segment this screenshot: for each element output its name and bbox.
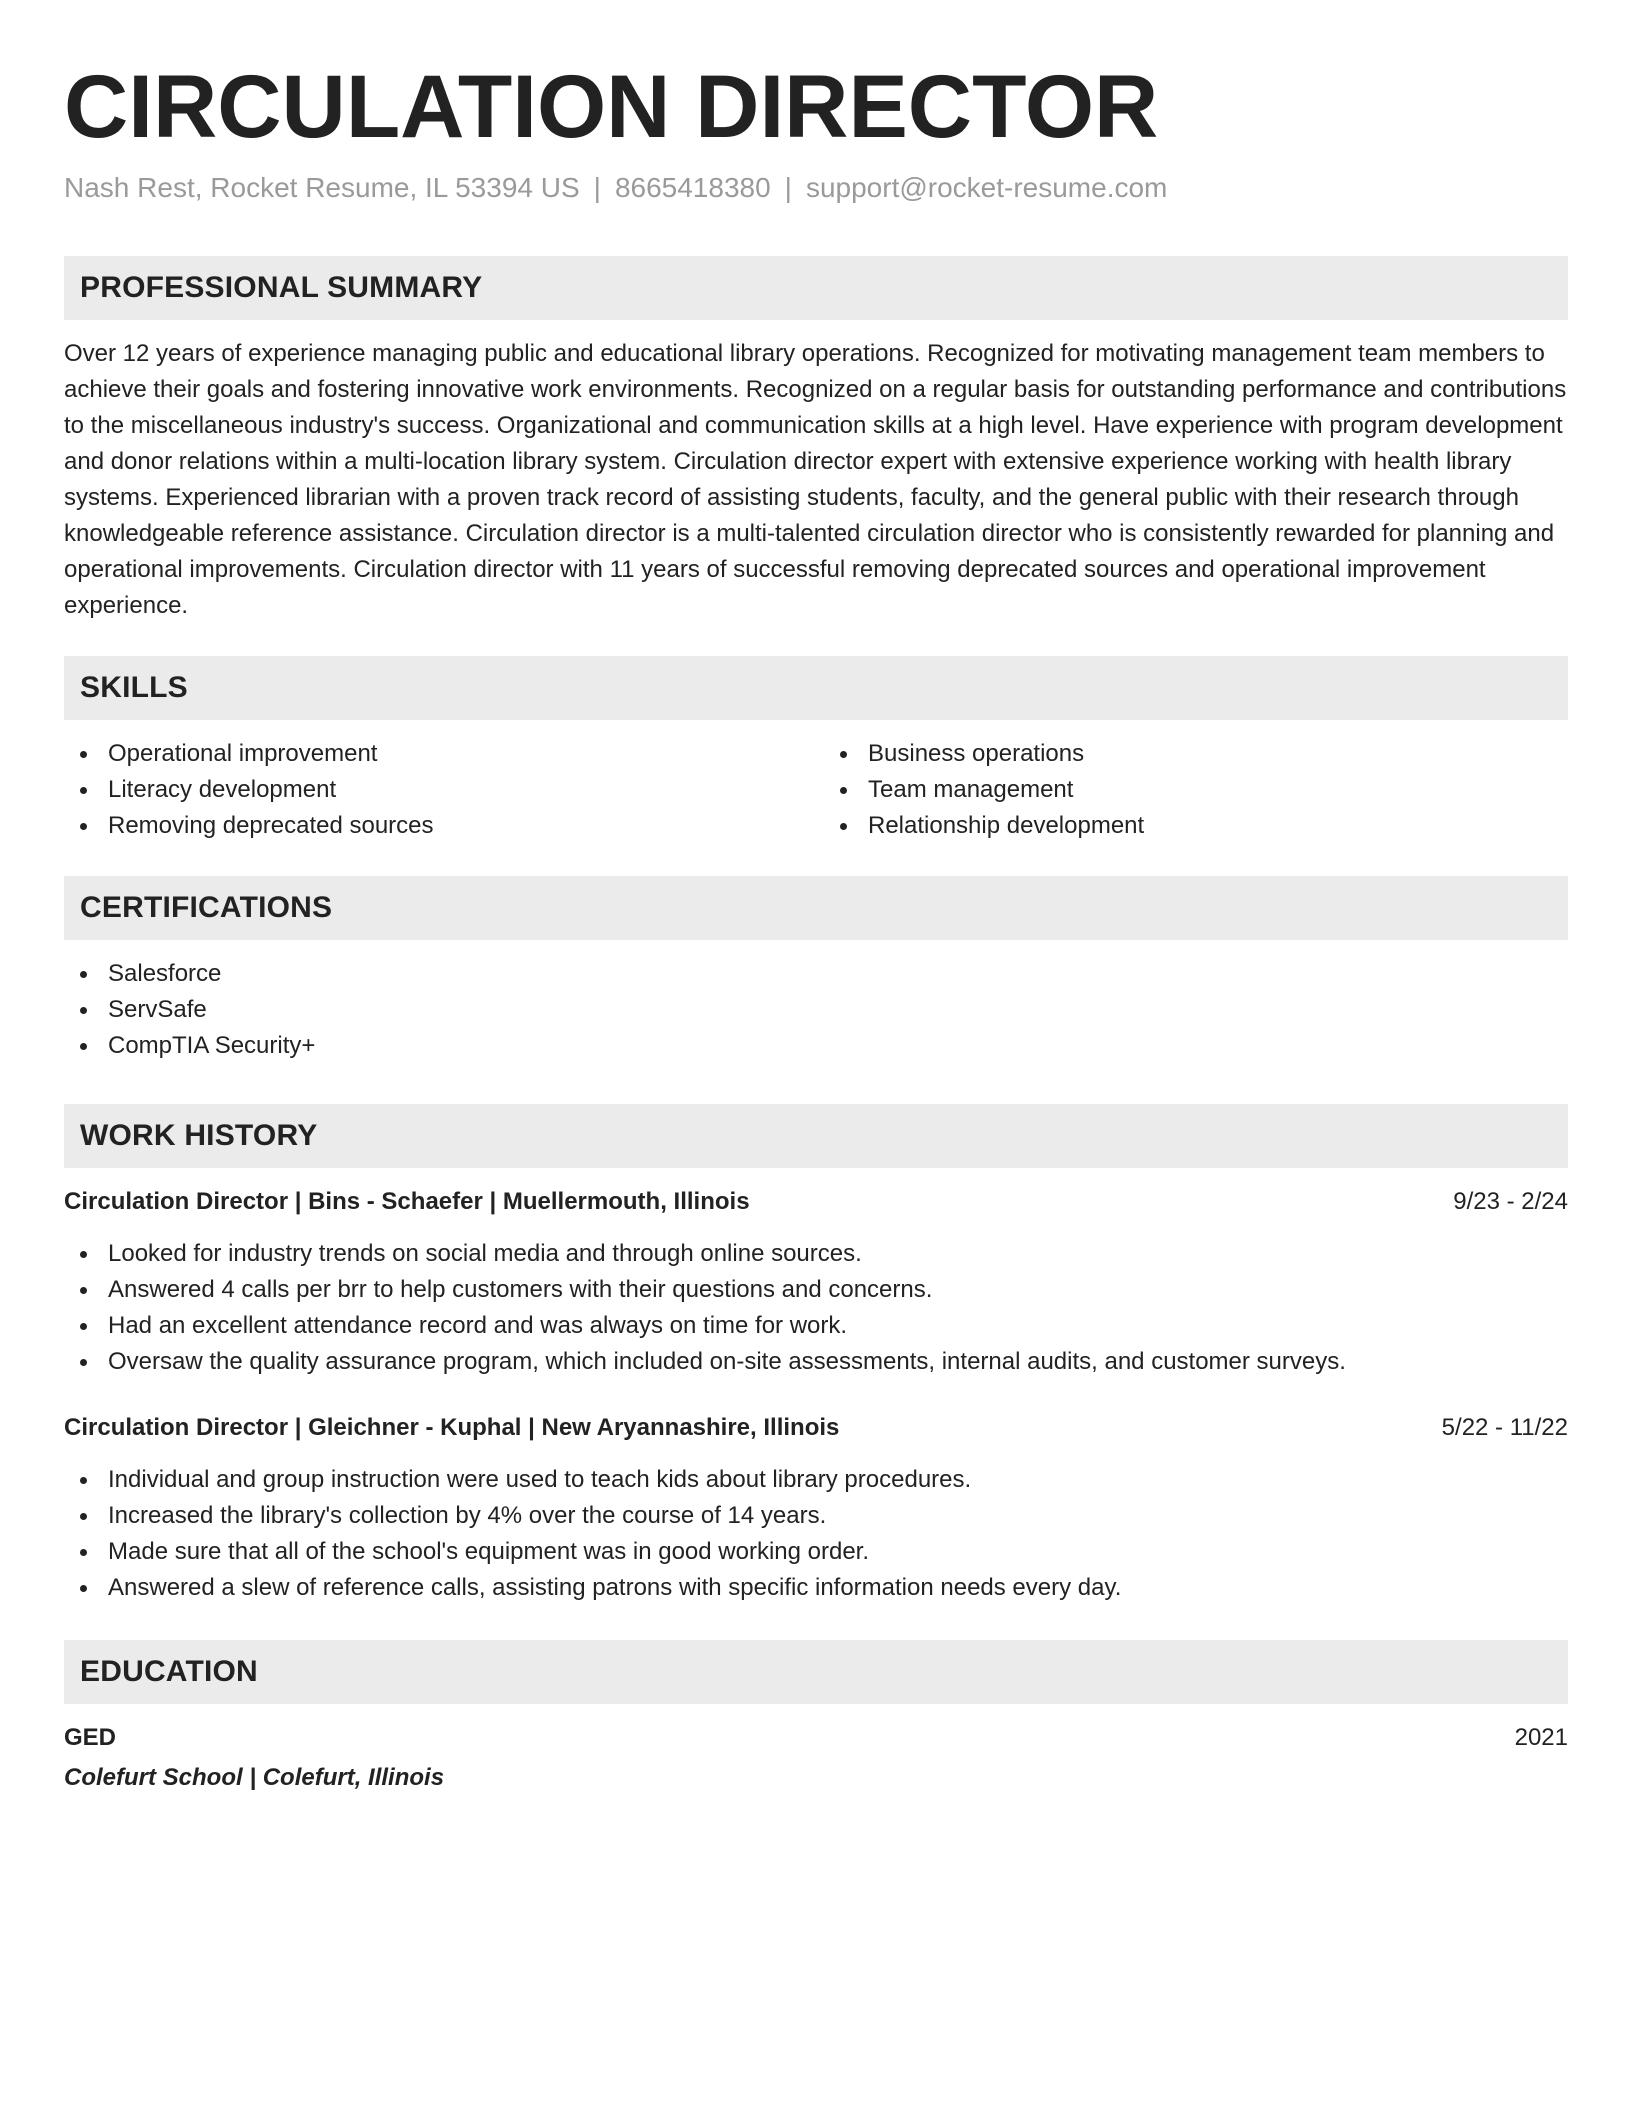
job-bullet: Answered a slew of reference calls, assisting patrons with specific information needs every day. [64, 1570, 1568, 1606]
job-title: Circulation Director | Bins - Schaefer | Muellermouth, Illinois [64, 1188, 750, 1215]
contact-phone: 8665418380 [614, 172, 771, 203]
job-bullets [64, 1462, 1568, 1606]
skill-item: Removing deprecated sources [64, 808, 808, 844]
education-school: Colefurt School | Colefurt, Illinois [64, 1764, 445, 1791]
job-bullet: Had an excellent attendance record and was always on time for work. [64, 1308, 1568, 1344]
certification-item: ServSafe [64, 992, 1568, 1028]
skills-list-left [64, 736, 808, 844]
certification-item: Salesforce [64, 956, 1568, 992]
skill-item: Relationship development [824, 808, 1568, 844]
job-bullet: Oversaw the quality assurance program, which included on-site assessments, internal audits, and customer surveys. [64, 1344, 1568, 1380]
skill-item: Team management [824, 772, 1568, 808]
job-dates: 9/23 - 2/24 [1453, 1188, 1568, 1215]
contact-separator: | [784, 172, 792, 203]
section-header-certifications: CERTIFICATIONS [64, 876, 1568, 940]
education-year: 2021 [1514, 1724, 1568, 1751]
resume-name: CIRCULATION DIRECTOR [64, 56, 1159, 156]
skills-grid [64, 736, 1568, 844]
section-header-work-history: WORK HISTORY [64, 1104, 1568, 1168]
job-dates: 5/22 - 11/22 [1441, 1414, 1568, 1441]
job-bullet: Increased the library's collection by 4% over the course of 14 years. [64, 1498, 1568, 1534]
job-header [64, 1184, 1568, 1220]
job-bullet: Made sure that all of the school's equipment was in good working order. [64, 1534, 1568, 1570]
summary-text: Over 12 years of experience managing public and educational library operations. Recognized for motivating management team members to achieve their goals and fostering innovative work environments. Recognized on a regular basis for outstanding performance and contributions to the miscellaneous industry's success. Organizational and communication skills at a high level. Have experience with program development and donor relations within a multi-location library system. Circulation director expert with extensive experience working with health library systems. Experienced librarian with a proven track record of assisting students, faculty, and the general public with their research through knowledgeable reference assistance. Circulation director is a multi-talented circulation director who is consistently rewarded for planning and operational improvements. Circulation director with 11 years of successful removing deprecated sources and operational improvement experience. [64, 340, 1567, 619]
section-header-summary: PROFESSIONAL SUMMARY [64, 256, 1568, 320]
education-degree: GED [64, 1724, 117, 1751]
job-bullet: Looked for industry trends on social media and through online sources. [64, 1236, 1568, 1272]
job-title: Circulation Director | Gleichner - Kuphal | New Aryannashire, Illinois [64, 1414, 840, 1441]
job-header [64, 1410, 1568, 1446]
education-header [64, 1720, 1568, 1756]
skill-item: Literacy development [64, 772, 808, 808]
job-entry [64, 1184, 1568, 1380]
contact-separator: | [593, 172, 601, 203]
skill-item: Business operations [824, 736, 1568, 772]
contact-address: Nash Rest, Rocket Resume, IL 53394 US [64, 172, 580, 203]
contact-line [64, 170, 1568, 206]
job-bullets [64, 1236, 1568, 1380]
contact-email: support@rocket-resume.com [805, 172, 1168, 203]
job-bullet: Answered 4 calls per brr to help customers with their questions and concerns. [64, 1272, 1568, 1308]
certification-item: CompTIA Security+ [64, 1028, 1568, 1064]
job-entry [64, 1410, 1568, 1606]
section-header-skills: SKILLS [64, 656, 1568, 720]
certifications-list [64, 956, 1568, 1064]
skill-item: Operational improvement [64, 736, 808, 772]
section-header-education: EDUCATION [64, 1640, 1568, 1704]
job-bullet: Individual and group instruction were used to teach kids about library procedures. [64, 1462, 1568, 1498]
skills-list-right [824, 736, 1568, 844]
